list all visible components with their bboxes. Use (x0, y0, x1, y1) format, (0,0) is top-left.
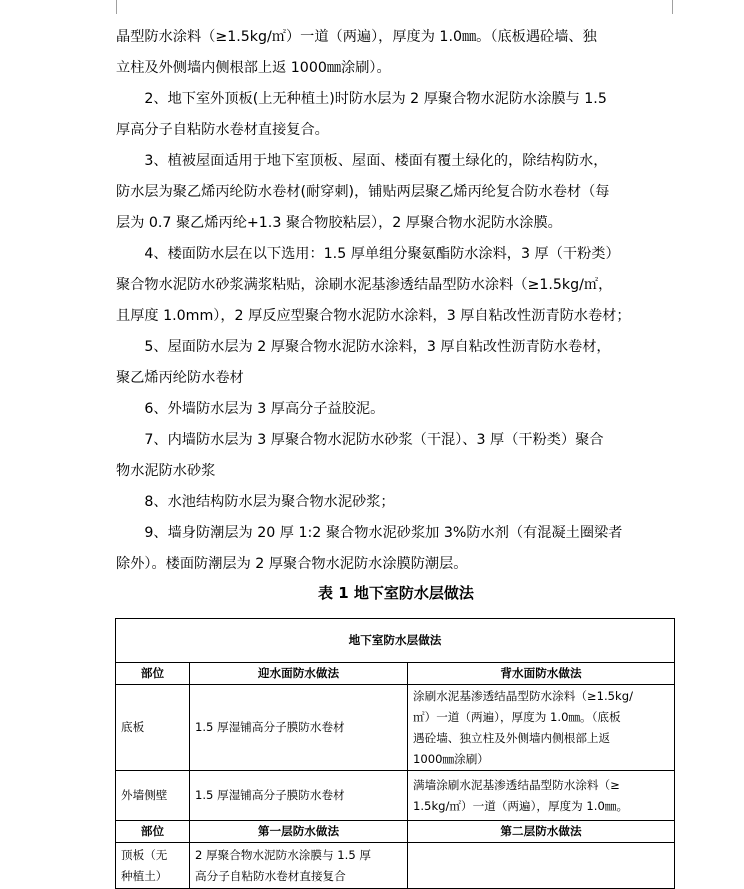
paragraph (116, 22, 676, 84)
cell-front-base: 1.5 厚湿铺高分子膜防水卷材 (190, 685, 408, 771)
page-corner-mark-left (96, 0, 117, 14)
table-caption: 表 1 地下室防水层做法 (318, 584, 474, 602)
paragraph (116, 425, 676, 487)
cell-part-roof: 顶板（无 种植土） (116, 843, 190, 889)
paragraph (116, 518, 676, 580)
text-line: 除外）。楼面防潮层为 2 厚聚合物水泥防水涂膜防潮层。 (116, 556, 468, 572)
paragraph (116, 332, 676, 394)
table-title: 地下室防水层做法 (116, 619, 675, 663)
paragraph (116, 146, 676, 239)
text-line: 防水层为聚乙烯丙纶防水卷材(耐穿刺)，铺贴两层聚乙烯丙纶复合防水卷材（每 (116, 184, 610, 200)
col-header-second: 第二层防水做法 (408, 821, 675, 843)
cell-front-wall: 1.5 厚湿铺高分子膜防水卷材 (190, 771, 408, 821)
text-line: 6、外墙防水层为 3 厚高分子益胶泥。 (116, 401, 385, 417)
text-line: 层为 0.7 聚乙烯丙纶+1.3 聚合物胶粘层），2 厚聚合物水泥防水涂膜。 (116, 215, 562, 231)
text-line: 9、墙身防潮层为 20 厚 1:2 聚合物水泥砂浆加 3%防水剂（有混凝土圈梁者 (116, 525, 623, 541)
text-line: 2、地下室外顶板(上无种植土)时防水层为 2 厚聚合物水泥防水涂膜与 1.5 (116, 91, 607, 107)
paragraph (116, 394, 676, 425)
col-header-part: 部位 (116, 663, 190, 685)
col-header-first: 第一层防水做法 (190, 821, 408, 843)
text-line: 8、水池结构防水层为聚合物水泥砂浆； (116, 494, 395, 510)
text-line: 厚高分子自粘防水卷材直接复合。 (116, 122, 329, 138)
text-line: 聚合物水泥防水砂浆满浆粘贴，涂刷水泥基渗透结晶型防水涂料（≥1.5kg/㎡， (116, 277, 613, 293)
page-corner-mark-right (672, 0, 693, 14)
text-line: 物水泥防水砂浆 (116, 463, 216, 479)
col-header-part-2: 部位 (116, 821, 190, 843)
text-line: 7、内墙防水层为 3 厚聚合物水泥防水砂浆（干混）、3 厚（干粉类）聚合 (116, 432, 604, 448)
cell-second-roof (408, 843, 675, 889)
text-line: 4、楼面防水层在以下选用：1.5 厚单组分聚氨酯防水涂料，3 厚（干粉类） (116, 246, 620, 262)
col-header-back: 背水面防水做法 (408, 663, 675, 685)
paragraph (116, 84, 676, 146)
paragraph (116, 487, 676, 518)
text-line: 聚乙烯丙纶防水卷材 (116, 370, 244, 386)
text-line: 晶型防水涂料（≥1.5kg/㎡）一道（两遍），厚度为 1.0㎜。（底板遇砼墙、独 (116, 29, 597, 45)
waterproof-table (115, 618, 675, 889)
cell-part-base: 底板 (116, 685, 190, 771)
cell-back-base: 涂刷水泥基渗透结晶型防水涂料（≥1.5kg/ ㎡）一道（两遍），厚度为 1.0㎜。（底板 遇砼墙、独立柱及外侧墙内侧根部上返 1000㎜涂刷） (408, 685, 675, 771)
cell-first-roof: 2 厚聚合物水泥防水涂膜与 1.5 厚 高分子自粘防水卷材直接复合 (190, 843, 408, 889)
cell-back-wall: 满墙涂刷水泥基渗透结晶型防水涂料（≥ 1.5kg/㎡）一道（两遍），厚度为 1.0㎜。 (408, 771, 675, 821)
text-line: 3、植被屋面适用于地下室顶板、屋面、楼面有覆土绿化的，除结构防水， (116, 153, 608, 169)
text-line: 且厚度 1.0mm），2 厚反应型聚合物水泥防水涂料，3 厚自粘改性沥青防水卷材； (116, 308, 631, 324)
text-line: 立柱及外侧墙内侧根部上返 1000㎜涂刷）。 (116, 60, 391, 76)
col-header-front: 迎水面防水做法 (190, 663, 408, 685)
paragraph (116, 239, 676, 332)
cell-part-wall: 外墙侧壁 (116, 771, 190, 821)
text-line: 5、屋面防水层为 2 厚聚合物水泥防水涂料，3 厚自粘改性沥青防水卷材， (116, 339, 611, 355)
